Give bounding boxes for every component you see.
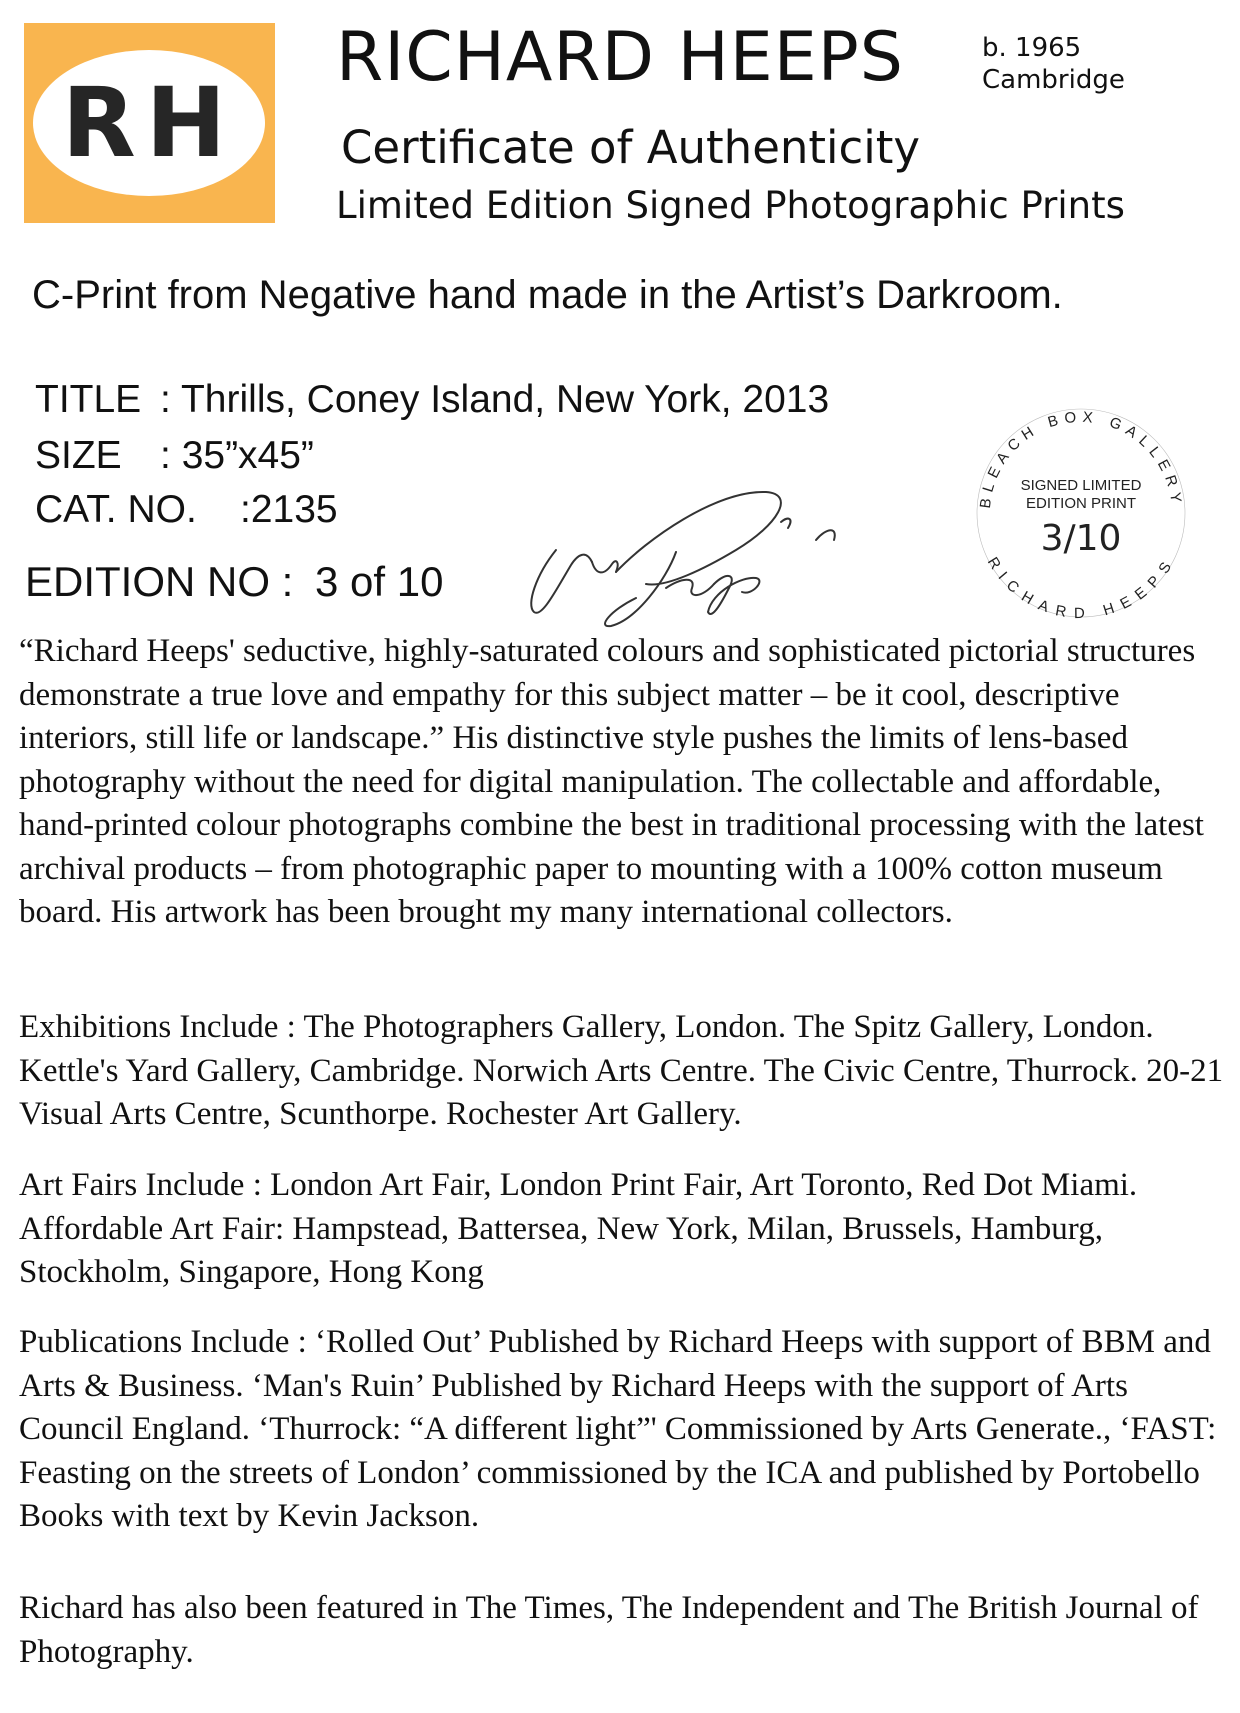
press-paragraph: Richard has also been featured in The Times, The Independent and The British Journal of Photography. <box>19 1590 1199 1670</box>
edition-row <box>25 556 443 608</box>
size-sep: : <box>160 434 171 477</box>
artist-signature <box>516 480 856 630</box>
cat-sep: : <box>240 488 251 531</box>
title-sep: : <box>160 378 171 421</box>
edition-value: 3 of 10 <box>315 558 444 605</box>
logo-oval <box>33 50 265 196</box>
publications-paragraph: Publications Include : ‘Rolled Out’ Published by Richard Heeps with support of BBM and Arts & Business. ‘Man's Ruin’ Published by Richard Heeps with the support of Arts Council England. ‘Thurrock: “A different light”' Commissioned by Arts Generate., ‘FAST: Feasting on the streets of London’ commissioned by the ICA and published by Portobello Books with text by Kevin Jackson. <box>19 1324 1217 1534</box>
stamp-center-line2: EDITION PRINT <box>1025 495 1137 512</box>
cat-value: 2135 <box>250 488 338 531</box>
stamp-edition-number: 3/10 <box>1040 518 1122 559</box>
edition-label: EDITION NO : <box>25 558 294 605</box>
title-label: TITLE <box>35 378 142 421</box>
size-row <box>35 432 314 480</box>
birth-place: Cambridge <box>982 65 1125 95</box>
process-line: C-Print from Negative hand made in the Artist’s Darkroom. <box>32 273 1063 317</box>
logo-initials: RH <box>61 67 237 179</box>
size-value: 35”x45” <box>181 434 314 477</box>
stamp-ring-bottom: RICHARD HEEPS <box>983 554 1179 623</box>
birth-year: b. 1965 <box>982 33 1082 63</box>
art-fairs-paragraph: Art Fairs Include : London Art Fair, London Print Fair, Art Toronto, Red Dot Miami. Affordable Art Fair: Hampstead, Battersea, New York, Milan, Brussels, Hamburg, Stockholm, Singapore, Hong Kong <box>19 1167 1138 1290</box>
artist-name: RICHARD HEEPS <box>336 18 904 97</box>
certificate-subtitle: Limited Edition Signed Photographic Prints <box>336 184 1125 227</box>
exhibitions-paragraph: Exhibitions Include : The Photographers Gallery, London. The Spitz Gallery, London. Kettle's Yard Gallery, Cambridge. Norwich Arts Centre. The Civic Centre, Thurrock. 20-21 Visual Arts Centre, Scunthorpe. Rochester Art Gallery. <box>19 1009 1224 1132</box>
bio-paragraph: “Richard Heeps' seductive, highly-saturated colours and sophisticated pictorial structures demonstrate a true love and empathy for this subject matter – be it cool, descriptive interiors, still life or landscape.” His distinctive style pushes the limits of lens-based photography without the need for digital manipulation. The collectable and affordable, hand-printed colour photographs combine the best in traditional processing with the latest archival products – from photographic paper to mounting with a 100% cotton museum board. His artwork has been brought my many international collectors. <box>19 633 1204 930</box>
size-label: SIZE <box>35 434 122 477</box>
title-value: Thrills, Coney Island, New York, 2013 <box>180 378 830 421</box>
stamp-center-line1: SIGNED LIMITED <box>1020 477 1142 494</box>
cat-label: CAT. NO. <box>35 488 197 531</box>
rh-logo <box>24 23 275 223</box>
certificate-title: Certificate of Authenticity <box>341 121 921 174</box>
title-row <box>35 376 829 424</box>
cat-row <box>35 486 338 534</box>
stamp-ring-top: BLEACH BOX GALLERY <box>976 408 1186 510</box>
artist-birth <box>982 32 1125 96</box>
gallery-stamp <box>966 398 1196 628</box>
